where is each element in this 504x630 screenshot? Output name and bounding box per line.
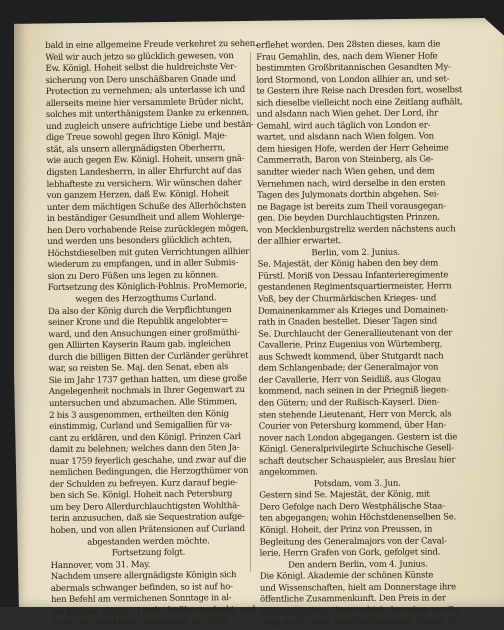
text-line: aus Schwedt kommend, über Stutgardt nach (258, 351, 444, 363)
text-line: Cammerrath, Baron von Steinberg, als Ge- (256, 154, 434, 167)
text-line: Königl. Hoheit, der Prinz von Preussen, in (259, 524, 433, 536)
text-line: ne Bagage ist bereits zum Theil vorausgegan- (257, 201, 446, 213)
text-line: ben sich Se. Königl. Hoheit nach Petersburg (49, 489, 233, 502)
text-line: schaft deutscher Schauspieler, aus Breslau hier (258, 454, 456, 467)
text-line: seiner Krone und die Republik angelobter= (48, 316, 229, 329)
text-line: Tagen des Julymonats dorthin abgehen. Sei- (257, 189, 439, 201)
text-line: Weil wir auch jetzo so glücklich gewesen, von (45, 50, 234, 63)
text-line: Voß, bey der Churmärkischen Krieges- und (257, 293, 437, 305)
text-line: terin anzusuchen, daß sie Sequestration aufge- (50, 512, 245, 525)
text-line: gestandenen Regimentsquartiermeister, Herrn (257, 281, 452, 294)
text-line: ward, und den Ansuchungen einer großmüthi- (48, 327, 240, 340)
text-line: len Kirchen hiesiger Lande darüber gedankt, und (51, 604, 256, 617)
text-line: sicherung von Dero unschäßbaren Gnade und (45, 73, 236, 86)
text-line: Protection zu vernehmen; als unterlasse ich und (45, 85, 246, 98)
text-line: von ganzem Herzen, daß Ew. Königl. Hoheit (46, 189, 229, 202)
text-line: abgestanden werden möchte. (87, 535, 210, 548)
text-line: durch die billigen Bitten der Curländer gerühret (48, 350, 249, 363)
text-line: 2 bis 3 ausgenommen, ertheilten den König (49, 408, 229, 421)
text-line: philosophischen Classe erhielt der schon vor Ge- (260, 605, 462, 617)
text-line: dige Treue sowohl gegen Ihro Königl. Maje- (46, 131, 227, 144)
text-line: wie auch gegen Ew. Königl. Hoheit, unsern gnä- (46, 154, 245, 167)
text-line: allerseits meine hier versammlete Brüder nicht, (45, 96, 244, 109)
text-line: dem Schlangenbade; der Generalmajor von (258, 362, 439, 374)
text-line: der allhier erwartet. (257, 236, 342, 247)
text-line: Potsdam, vom 3. Jun. (313, 478, 401, 490)
text-line: Begleitung des Generalmajors von der Caval- (259, 535, 447, 548)
text-line: nüge durch seine Schriften bekannte hiesige Ju- (260, 616, 459, 629)
text-line: Den andern Berlin, vom 4. Junius. (288, 559, 428, 571)
text-line: Ihrer Maj. glückliche Entbindung von GOtt (51, 616, 229, 629)
text-line: erflehet worden. Den 28sten dieses, kam die (256, 39, 441, 51)
text-line: kommend, nach seinen in der Priegniß liegen- (258, 385, 449, 398)
text-line: ten abgegangen; wohin Höchstdenenselben Se. (259, 512, 457, 525)
text-line: Angelegenheit nochmals in Ihrer Gegenwart zu (48, 385, 245, 398)
text-line: te Gestern ihre Reise nach Dresden fort, woselbst (256, 85, 463, 97)
text-line: öffentliche Zusammenkunft. Den Preis in der (259, 593, 446, 605)
text-line: sandter wieder nach Wien gehen, und dem (256, 166, 435, 178)
text-line: cant zu erklären, und den Königl. Prinzen Carl (49, 431, 241, 444)
text-line: lerie, Herrn Grafen von Gork, gefolget sind. (259, 547, 441, 559)
text-line: Sie im Jahr 1737 gethan hatten, um diese große (48, 373, 248, 386)
text-line: hoben, und von allen Prätensionen auf Curland (50, 523, 245, 536)
text-line: Nachdem unsere allergnädigste Königin sich (50, 570, 237, 583)
text-line: Se. Majestät, der König haben den bey dem (257, 258, 439, 271)
text-line: angekommen. (259, 467, 318, 478)
text-line: digsten Landesherrn, in aller Ehrfurcht auf das (46, 166, 242, 179)
text-line: Berlin, vom 2. Junius. (311, 247, 400, 259)
text-line: Gestern sind Se. Majestät, der König, mit (259, 489, 430, 502)
text-line: Königl. Generalprivilegirte Schuchische Gesell- (258, 443, 454, 455)
text-line: um bey Dero Allerdurchlauchtigsten Wohlthä- (49, 500, 240, 513)
text-line: und alsdann nach Wien gehet. Der Lord, ihr (256, 108, 438, 120)
text-line: Frau Gemahlin, des, nach dem Wiener Hofe (256, 50, 438, 63)
text-line: Fortsetzung des Königlich-Pohlnis. ProMemorie, (47, 281, 247, 294)
text-line: Courier von Petersburg kommend, über Han- (258, 420, 447, 432)
text-line: wartet, und alsdann nach Wien folgen. Von (256, 131, 434, 144)
text-line: untersuchen und abzumachen. Alle Stimmen, (48, 397, 238, 409)
text-line: einstimmig, Curland und Semigallien für va- (49, 420, 233, 433)
text-line: sion zu Dero Füßen uns legen zu können. (47, 270, 219, 282)
text-line: bald in eine allgemeine Freude verkehret zu sehen. (45, 38, 258, 52)
text-line: Cavallerie, Prinz Eugenius von Würtemberg, (258, 339, 443, 351)
text-line: und zugleich unsere aufrichtige Liebe und bestän- (45, 119, 254, 132)
text-line: Die Königl. Akademie der schönen Künste (259, 570, 434, 582)
text-line: sich dieselbe vielleicht noch eine Zeitlang aufhält, (256, 96, 463, 109)
text-line: bestimmten Großbritannischen Gesandten My- (256, 62, 451, 74)
text-line: wiederum zu empfangen, und in aller Submis- (47, 258, 239, 271)
column-divider (250, 52, 251, 572)
text-line: der Cavallerie, Herr von Seidliß, aus Glogau (258, 374, 442, 386)
text-line: Gemahl, wird auch täglich von London er- (256, 120, 431, 132)
text-line: und Wissenschaften, hielt am Donnerstage ihre (259, 582, 456, 594)
text-line: gen. Die beyden Durchlauchtigsten Prinzen, (257, 212, 440, 224)
text-line: war, so reisten Se. Maj. den Senat, eben als (48, 362, 229, 375)
text-line: Domainenkammer als Krieges und Domainen- (257, 304, 449, 317)
text-line: nuar 1759 feyerlich geschahe, und zwar auf die (49, 454, 247, 467)
text-line: dem hiesigen Hofe, werden der Herr Geheime (256, 143, 449, 155)
text-line: nemlichen Bedingungen, die Herzogthümer von (49, 466, 249, 479)
text-line: sten stehende Lieutenant, Herr von Merck, als (258, 408, 452, 421)
text-line: Fortsetzung folgt. (111, 547, 186, 559)
text-line: abermals schwanger befinden, so ist auf ho- (50, 581, 233, 594)
text-line: Da also der König durch die Verpflichtungen (47, 304, 232, 317)
text-line: Hannover, vom 31. May. (50, 559, 151, 571)
text-line: und werden uns besonders glücklich achten, (47, 235, 232, 248)
text-line: solches mit unterthänigstem Danke zu erkennen, (45, 108, 250, 121)
text-line: Se. Durchlaucht der Generallieutenant von der (258, 328, 453, 340)
text-line: den Gütern; und der Rußisch-Kayserl. Dien- (258, 397, 440, 409)
text-line: unter dem mächtigen Schuße des Allerhöchsten (46, 200, 247, 213)
text-line: rath in Gnaden bestellet. Dieser Tagen sind (258, 316, 438, 328)
text-line: Fürstl. Moriß von Dessau Infanterieregimente (257, 270, 449, 282)
text-line: stät, als unsern allergnädigsten Oberherrn, (46, 143, 226, 155)
text-line: Dero Gefolge nach Dero Westphälische Staa- (259, 501, 445, 513)
text-line: nover nach London abgegangen. Gestern ist die (258, 431, 458, 444)
text-line: der Schulden zu befreyen. Kurz darauf begie- (49, 477, 238, 490)
text-line: hen Dero vorhabende Reise zurücklegen mögen, (47, 223, 249, 236)
text-line: Vernehmen nach, wird derselbe in den ersten (257, 177, 446, 190)
text-line: Ew. Königl. Hoheit selbst die huldreichste Ver- (45, 62, 237, 75)
text-line: wegen des Herzogthums Curland. (75, 293, 217, 305)
text-line: damit zu belehnen; welches dann den 5ten Ja- (49, 443, 240, 456)
right-text-column (256, 39, 463, 629)
left-text-column (45, 38, 258, 629)
text-line: hen Befehl am vermichenen Sonntage in al- (50, 593, 232, 606)
text-line: lord Stormond, von London allhier an, und set- (256, 73, 450, 86)
text-line: Höchstdieselben mit guten Verrichtungen allhier (47, 246, 250, 259)
text-line: in beständiger Gesundheit und allem Wohlerge- (46, 212, 245, 225)
text-line: gen Alliirten Kayserin Raum gab, ingleichen (48, 339, 231, 352)
text-line: lebhafteste zu versichern. Wir wünschen daher (46, 177, 242, 190)
text-line: von Mecklenburgstreliz werden nächstens auch (257, 224, 456, 236)
